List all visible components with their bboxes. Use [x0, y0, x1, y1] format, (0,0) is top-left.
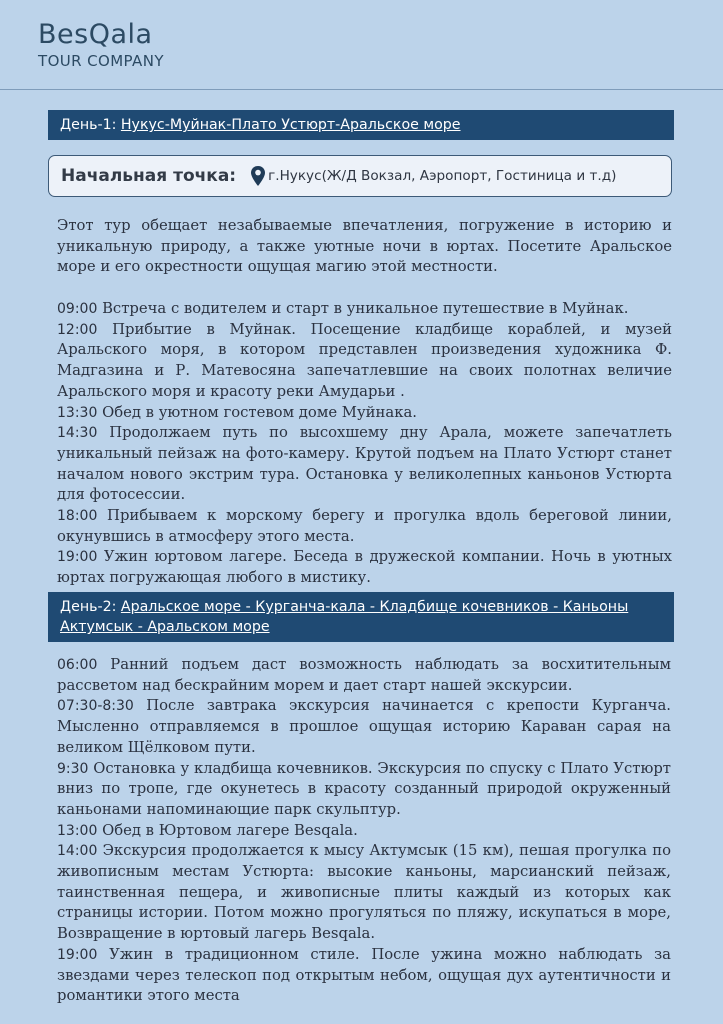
schedule-text: После завтрака экскурсия начинается с крепости Курганча. Мысленно отправляемся в прошлое ощущая историю Караван сарая на великом Щёлковом пути.	[57, 697, 671, 756]
schedule-item	[57, 696, 671, 758]
schedule-item	[57, 403, 672, 424]
day2-schedule	[57, 655, 671, 1007]
schedule-item	[57, 299, 672, 320]
company-logo	[38, 18, 164, 70]
tour-intro: Этот тур обещает незабываемые впечатления, погружение в историю и уникальную природу, а также уютные ночи в юртах. Посетите Аральское море и его окрестности ощущая магию этой местности.	[57, 217, 672, 276]
day1-header	[48, 110, 674, 140]
schedule-time: 18:00	[57, 508, 98, 525]
schedule-text: Встреча с водителем и старт в уникальное путешествие в Муйнак.	[97, 300, 629, 317]
schedule-item	[57, 423, 672, 506]
schedule-item	[57, 759, 671, 821]
schedule-text: Прибытие в Муйнак. Посещение кладбище кораблей, и музей Аральского моря, в котором представлен произведения художника Ф. Мадгазина и Р. Матевосяна запечатлевшие на своих полотнах величие Аральского моря и красоту реки Амударьи .	[57, 320, 672, 400]
start-point-value: г.Нукус(Ж/Д Вокзал, Аэропорт, Гостиница и т.д)	[268, 168, 617, 184]
day2-header	[48, 592, 674, 642]
schedule-item	[57, 506, 672, 547]
schedule-item	[57, 841, 671, 945]
schedule-text: Обед в уютном гостевом доме Муйнака.	[97, 403, 417, 421]
schedule-time: 07:30-8:30	[57, 698, 134, 715]
schedule-time: 19:00	[57, 946, 98, 963]
schedule-item	[57, 655, 671, 696]
schedule-text: Обед в Юртовом лагере Besqala.	[97, 821, 358, 839]
logo-name: BesQala	[38, 19, 153, 50]
header-divider	[0, 89, 723, 90]
schedule-item	[57, 821, 671, 842]
schedule-time: 14:30	[57, 425, 98, 442]
day1-route-link[interactable]: Нукус-Муйнак-Плато Устюрт-Аральское море	[120, 117, 461, 133]
day1-label: День-1:	[60, 117, 121, 133]
schedule-time: 12:00	[57, 321, 98, 338]
schedule-item	[57, 547, 672, 588]
start-point-box	[48, 155, 672, 197]
schedule-time: 13:30	[57, 404, 98, 421]
schedule-item	[57, 945, 671, 1007]
schedule-text: Остановка у кладбища кочевников. Экскурсия по спуску с Плато Устюрт вниз по тропе, где окунетесь в красоту созданный природой окруженный каньонами напоминающие парк скульптур.	[57, 759, 671, 818]
location-pin-icon	[250, 165, 266, 187]
schedule-text: Ужин юртовом лагере. Беседа в дружеской компании. Ночь в уютных юртах погружающая любого в мистику.	[57, 548, 672, 587]
logo-tagline: TOUR COMPANY	[38, 52, 164, 70]
schedule-text: Прибываем к морскому берегу и прогулка вдоль береговой линии, окунувшись в атмосферу этого места.	[57, 507, 672, 545]
schedule-text: Экскурсия продолжается к мысу Актумсык (15 км), пешая прогулка по живописным местам Устюрта: высокие каньоны, марсианский пейзаж, таинственная пещера, и живописные плиты каждый из которых как страницы истории. Потом можно прогуляться по пляжу, искупаться в море, Возвращение в юртовый лагерь Besqala.	[57, 842, 671, 943]
schedule-time: 09:00	[57, 301, 98, 317]
schedule-time: 9:30	[57, 760, 89, 777]
start-point-label: Начальная точка:	[61, 166, 237, 186]
schedule-text: Продолжаем путь по высохшему дну Арала, можете запечатлеть уникальный пейзаж на фото-камеру. Крутой подъем на Плато Устюрт станет началом нового экстрим тура. Остановка у великолепных каньонов Устюрта для фотосессии.	[57, 424, 672, 504]
schedule-time: 06:00	[57, 657, 98, 673]
schedule-text: Ужин в традиционном стиле. После ужина можно наблюдать за звездами через телескоп под открытым небом, ощущая дух аутентичности и романтики этого места	[57, 945, 671, 1005]
schedule-time: 19:00	[57, 549, 98, 566]
day1-schedule	[57, 299, 672, 589]
schedule-item	[57, 320, 672, 403]
day2-route-link[interactable]: Аральское море - Курганча-кала - Кладбище кочевников - Каньоны Актумсык - Аральском море	[60, 599, 629, 635]
schedule-text: Ранний подъем даст возможность наблюдать за восхитительным рассветом над бескрайним морем и дает старт нашей экскурсии.	[57, 656, 671, 694]
schedule-time: 14:00	[57, 843, 98, 860]
schedule-time: 13:00	[57, 822, 98, 839]
day2-label: День-2:	[60, 599, 121, 615]
